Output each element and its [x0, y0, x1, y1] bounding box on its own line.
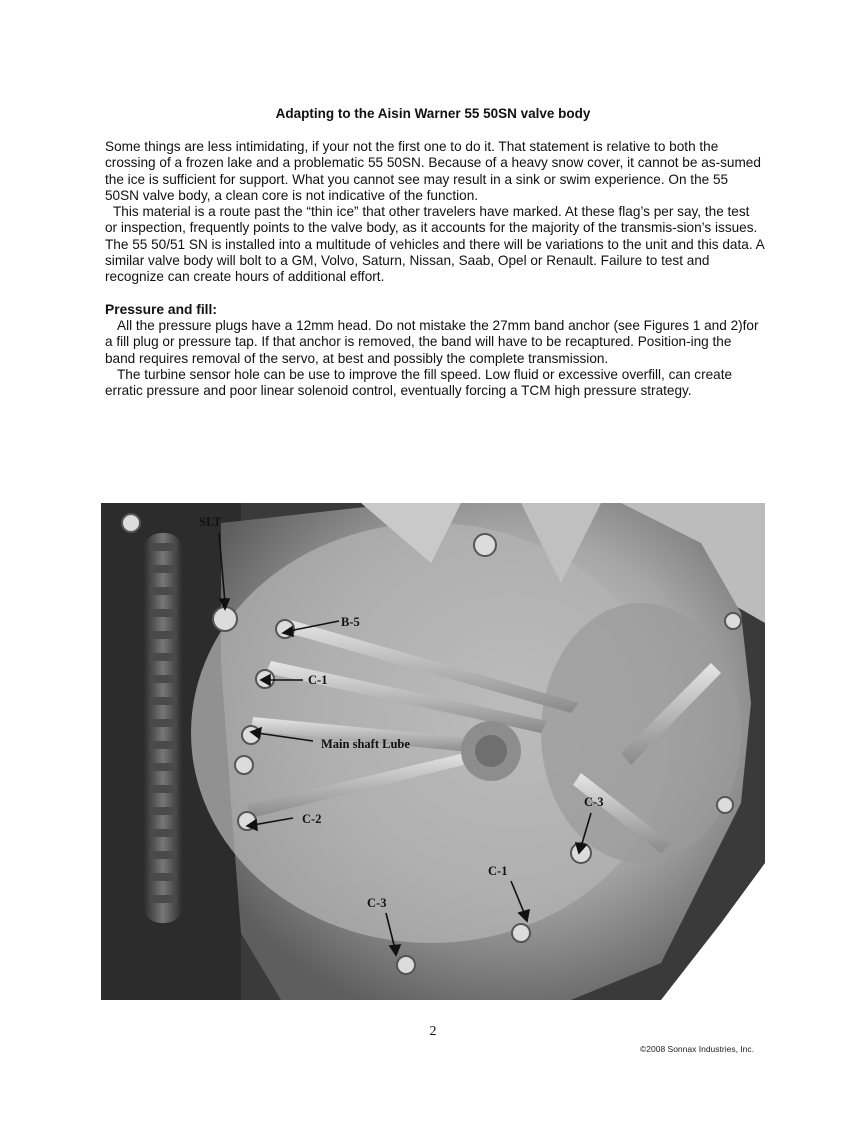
section-heading: Pressure and fill:	[105, 302, 217, 317]
label-c3-bottom: C-3	[367, 896, 387, 910]
label-c3-right: C-3	[584, 795, 604, 809]
label-c1-bottom: C-1	[488, 864, 508, 878]
section-paragraph-1: All the pressure plugs have a 12mm head. Do not mistake the 27mm band anchor (see Figures 1 and 2)for a fill plug or pressure tap. If that anchor is removed, the band will have to be recaptured. Position-ing the band requires removal of the servo, at best and possibly the complete transmission.	[105, 318, 759, 366]
label-b5: B-5	[341, 615, 360, 629]
label-c1-top: C-1	[308, 673, 328, 687]
transmission-photo-illustration	[101, 503, 765, 1000]
transmission-photo	[101, 503, 765, 1000]
intro-paragraph-2: This material is a route past the “thin ice” that other travelers have marked. At these flag’s per say, the test or inspection, frequently points to the valve body, as it accounts for the majority of the transmis-sion’s issues. The 55 50/51 SN is installed into a multitude of vehicles and there will be variations to the unit and this data. A similar valve body will bolt to a GM, Volvo, Saturn, Nissan, Saab, Opel or Renault. Failure to test and recognize can create hours of additional effort.	[105, 204, 764, 285]
document-title: Adapting to the Aisin Warner 55 50SN valve body	[275, 106, 591, 121]
label-c2: C-2	[302, 812, 322, 826]
intro-paragraph-1: Some things are less intimidating, if your not the first one to do it. That statement is relative to both the crossing of a frozen lake and a problematic 55 50SN. Because of a heavy snow cover, it cannot be as-sumed the ice is sufficient for support. What you cannot see may result in a sink or swim experience. On the 55 50SN valve body, a clean core is not indicative of the function.	[105, 139, 761, 203]
section-paragraph-2: The turbine sensor hole can be use to improve the fill speed. Low fluid or excessive overfill, can create erratic pressure and poor linear solenoid control, eventually forcing a TCM high pressure strategy.	[105, 367, 733, 399]
label-slt: SLT	[199, 515, 222, 529]
label-main-shaft-lube: Main shaft Lube	[321, 737, 410, 751]
page-number: 2	[429, 1024, 437, 1039]
copyright-notice: ©2008 Sonnax Industries, Inc.	[640, 1044, 754, 1054]
